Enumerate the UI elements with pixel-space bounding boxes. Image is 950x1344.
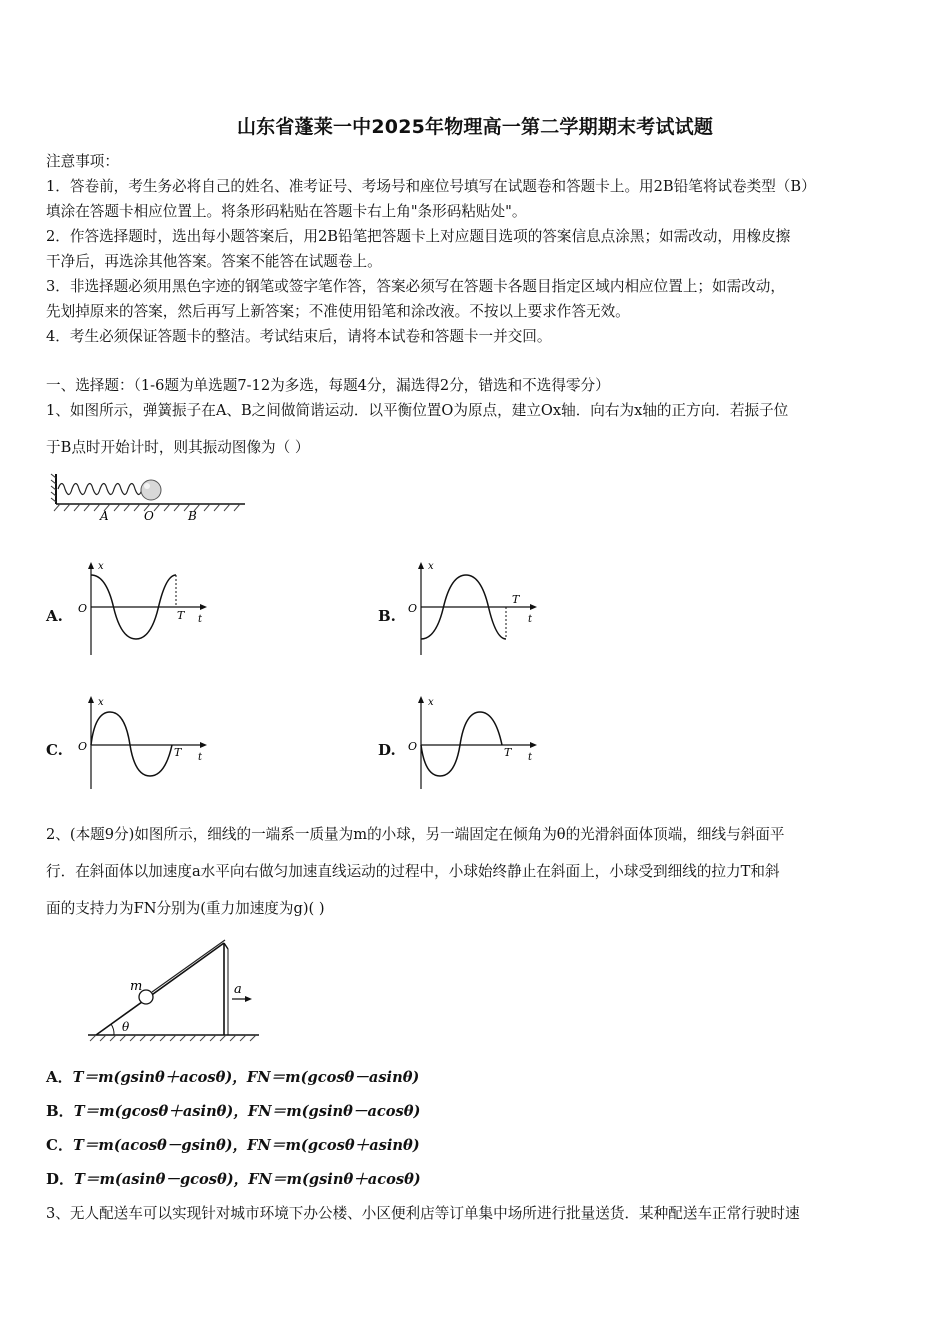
option-d-graph[interactable] [404, 694, 544, 794]
axis-x-label: x [428, 561, 434, 572]
option-text: T＝m(gcosθ＋asinθ)，FN＝m(gsinθ－acosθ) [73, 1103, 421, 1120]
option-a-label[interactable]: A. [46, 607, 63, 625]
label-o: O [144, 509, 154, 523]
label-m: m [130, 979, 143, 994]
axis-t-label: t [198, 752, 203, 763]
period-label: T [174, 746, 182, 759]
axis-t-label: t [198, 614, 203, 625]
option-c-graph[interactable] [74, 694, 214, 794]
option-label: A． [46, 1068, 73, 1086]
option-d-label[interactable]: D. [378, 741, 396, 759]
period-label: T [177, 609, 185, 622]
option-text: T＝m(asinθ－gcosθ)，FN＝m(gsinθ＋acosθ) [74, 1171, 421, 1188]
notice-line: 2．作答选择题时，选出每小题答案后，用2B铅笔把答题卡上对应题目选项的答案信息点涂黑；如需改动，用橡皮擦 [46, 228, 791, 245]
label-a: A [100, 509, 109, 523]
option-text: T＝m(acosθ－gsinθ)，FN＝m(gcosθ＋asinθ) [72, 1137, 420, 1154]
notice-line: 4．考生必须保证答题卡的整洁。考试结束后，请将本试卷和答题卡一并交回。 [46, 328, 552, 345]
notice-line: 先划掉原来的答案，然后再写上新答案；不准使用铅笔和涂改液。不按以上要求作答无效。 [46, 303, 630, 320]
notice-line: 3．非选择题必须用黑色字迹的钢笔或签字笔作答，答案必须写在答题卡各题目指定区域内相应位置上；如需改动， [46, 278, 785, 295]
axis-x-label: x [98, 561, 104, 572]
axis-t-label: t [528, 752, 533, 763]
period-label: T [504, 746, 512, 759]
spring-oscillator-figure [50, 470, 250, 525]
origin-label: O [408, 740, 418, 753]
origin-label: O [408, 602, 418, 615]
question-2-text: 面的支持力为FN分别为(重力加速度为g)( ) [46, 900, 325, 917]
option-c[interactable] [46, 1134, 420, 1155]
notice-line: 干净后，再选涂其他答案。答案不能答在试题卷上。 [46, 253, 382, 270]
notice-line: 1．答卷前，考生务必将自己的姓名、准考证号、考场号和座位号填写在试题卷和答题卡上。用2B铅笔将试卷类型（B） [46, 178, 816, 195]
page-title: 山东省蓬莱一中2025年物理高一第二学期期末考试试题 [236, 116, 714, 138]
notice-heading: 注意事项： [46, 153, 119, 170]
notice-line: 填涂在答题卡相应位置上。将条形码粘贴在答题卡右上角"条形码粘贴处"。 [46, 203, 527, 220]
question-1-text: 1、如图所示，弹簧振子在A、B之间做简谐运动．以平衡位置O为原点，建立Ox轴．向右为x轴的正方向．若振子位 [46, 402, 789, 419]
option-a[interactable] [46, 1066, 419, 1087]
period-label: T [512, 593, 520, 606]
label-a: a [234, 982, 242, 997]
label-b: B [188, 509, 197, 523]
origin-label: O [78, 602, 88, 615]
section-heading: 一、选择题：（1-6题为单选题7-12为多选，每题4分，漏选得2分，错选和不选得零分） [46, 377, 610, 394]
option-d[interactable] [46, 1168, 421, 1189]
option-c-label[interactable]: C. [46, 741, 63, 759]
option-label: B． [46, 1102, 74, 1120]
label-theta: θ [122, 1020, 130, 1034]
option-b-graph[interactable] [404, 560, 544, 660]
option-a-graph[interactable] [74, 560, 214, 660]
axis-x-label: x [98, 697, 104, 708]
origin-label: O [78, 740, 88, 753]
option-label: D． [46, 1170, 75, 1188]
question-2-text: 2、(本题9分)如图所示，细线的一端系一质量为m的小球，另一端固定在倾角为θ的光滑斜面体顶端，细线与斜面平 [46, 826, 785, 843]
option-label: C． [46, 1136, 73, 1154]
incline-figure [84, 935, 264, 1045]
question-1-text: 于B点时开始计时，则其振动图像为（ ） [46, 439, 310, 456]
axis-x-label: x [428, 697, 434, 708]
axis-t-label: t [528, 614, 533, 625]
option-b-label[interactable]: B. [378, 607, 396, 625]
option-text: T＝m(gsinθ＋acosθ)，FN＝m(gcosθ－asinθ) [72, 1069, 420, 1086]
question-3-text: 3、无人配送车可以实现针对城市环境下办公楼、小区便利店等订单集中场所进行批量送货．某种配送车正常行驶时速 [46, 1205, 800, 1222]
option-b[interactable] [46, 1100, 420, 1121]
question-2-text: 行．在斜面体以加速度a水平向右做匀加速直线运动的过程中，小球始终静止在斜面上，小球受到细线的拉力T和斜 [46, 863, 780, 880]
